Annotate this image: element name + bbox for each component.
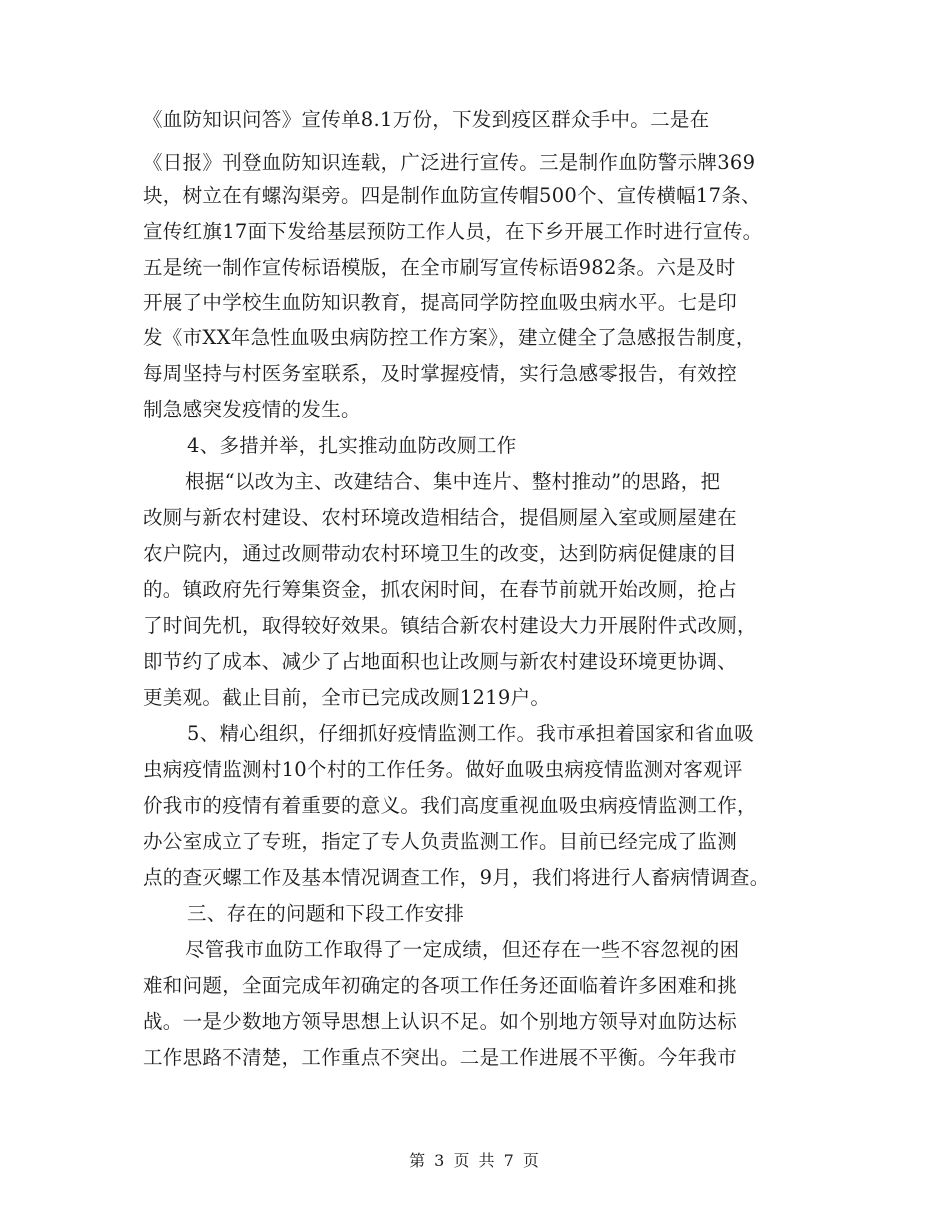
text-line: 的。镇政府先行筹集资金，抓农闲时间，在春节前就开始改厕，抢占: [143, 578, 738, 601]
text-line: 工作思路不清楚，工作重点不突出。二是工作进展不平衡。今年我市: [143, 1046, 738, 1069]
text-line: 办公室成立了专班，指定了专人负责监测工作。目前已经完成了监测: [143, 830, 738, 853]
text-line: 点的查灭螺工作及基本情况调查工作，9月，我们将进行人畜病情调查。: [143, 866, 770, 889]
text-line: 尽管我市血防工作取得了一定成绩，但还存在一些不容忽视的困: [185, 938, 740, 961]
text-line: 改厕与新农村建设、农村环境改造相结合，提倡厕屋入室或厕屋建在: [143, 506, 738, 529]
text-line: 即节约了成本、减少了占地面积也让改厕与新农村建设环境更协调、: [143, 650, 738, 673]
section-heading: 三、存在的问题和下段工作安排: [187, 902, 465, 925]
text-line: 战。一是少数地方领导思想上认识不足。如个别地方领导对血防达标: [143, 1010, 738, 1033]
text-line: 开展了中学校生血防知识教育，提高同学防控血吸虫病水平。七是印: [143, 291, 738, 314]
text-line: 每周坚持与村医务室联系，及时掌握疫情，实行急感零报告，有效控: [143, 362, 738, 385]
text-line: 虫病疫情监测村10个村的工作任务。做好血吸虫病疫情监测对客观评: [143, 758, 743, 781]
text-line: 发《市XX年急性血吸虫病防控工作方案》，建立健全了急感报告制度，: [143, 326, 756, 349]
page-footer: 第 3 页 共 7 页: [409, 1151, 541, 1170]
text-line: 《日报》刊登血防知识连载，广泛进行宣传。三是制作血防警示牌369: [143, 151, 756, 174]
text-line: 价我市的疫情有着重要的意义。我们高度重视血吸虫病疫情监测工作，: [143, 794, 757, 817]
text-line: 制急感突发疫情的发生。: [143, 398, 361, 421]
text-line: 《血防知识问答》宣传单8.1万份，下发到疫区群众手中。二是在: [143, 108, 710, 131]
text-line: 更美观。截止目前，全市已完成改厕1219户。: [143, 686, 551, 709]
text-line: 宣传红旗17面下发给基层预防工作人员，在下乡开展工作时进行宣传。: [143, 220, 763, 243]
text-line: 难和问题，全面完成年初确定的各项工作任务还面临着许多困难和挑: [143, 974, 738, 997]
text-line: 根据“以改为主、改建结合、集中连片、整村推动”的思路，把: [185, 470, 721, 493]
text-line: 农户院内，通过改厕带动农村环境卫生的改变，达到防病促健康的目: [143, 542, 738, 565]
text-line: 五是统一制作宣传标语模版，在全市刷写宣传标语982条。六是及时: [143, 256, 736, 279]
section-heading: 4、多措并举，扎实推动血防改厕工作: [187, 434, 517, 457]
text-line: 了时间先机，取得较好效果。镇结合新农村建设大力开展附件式改厕，: [143, 614, 757, 637]
text-line: 块，树立在有螺沟渠旁。四是制作血防宣传帽500个、宣传横幅17条、: [143, 184, 761, 207]
section-heading: 5、精心组织，仔细抓好疫情监测工作。我市承担着国家和省血吸: [187, 722, 755, 745]
